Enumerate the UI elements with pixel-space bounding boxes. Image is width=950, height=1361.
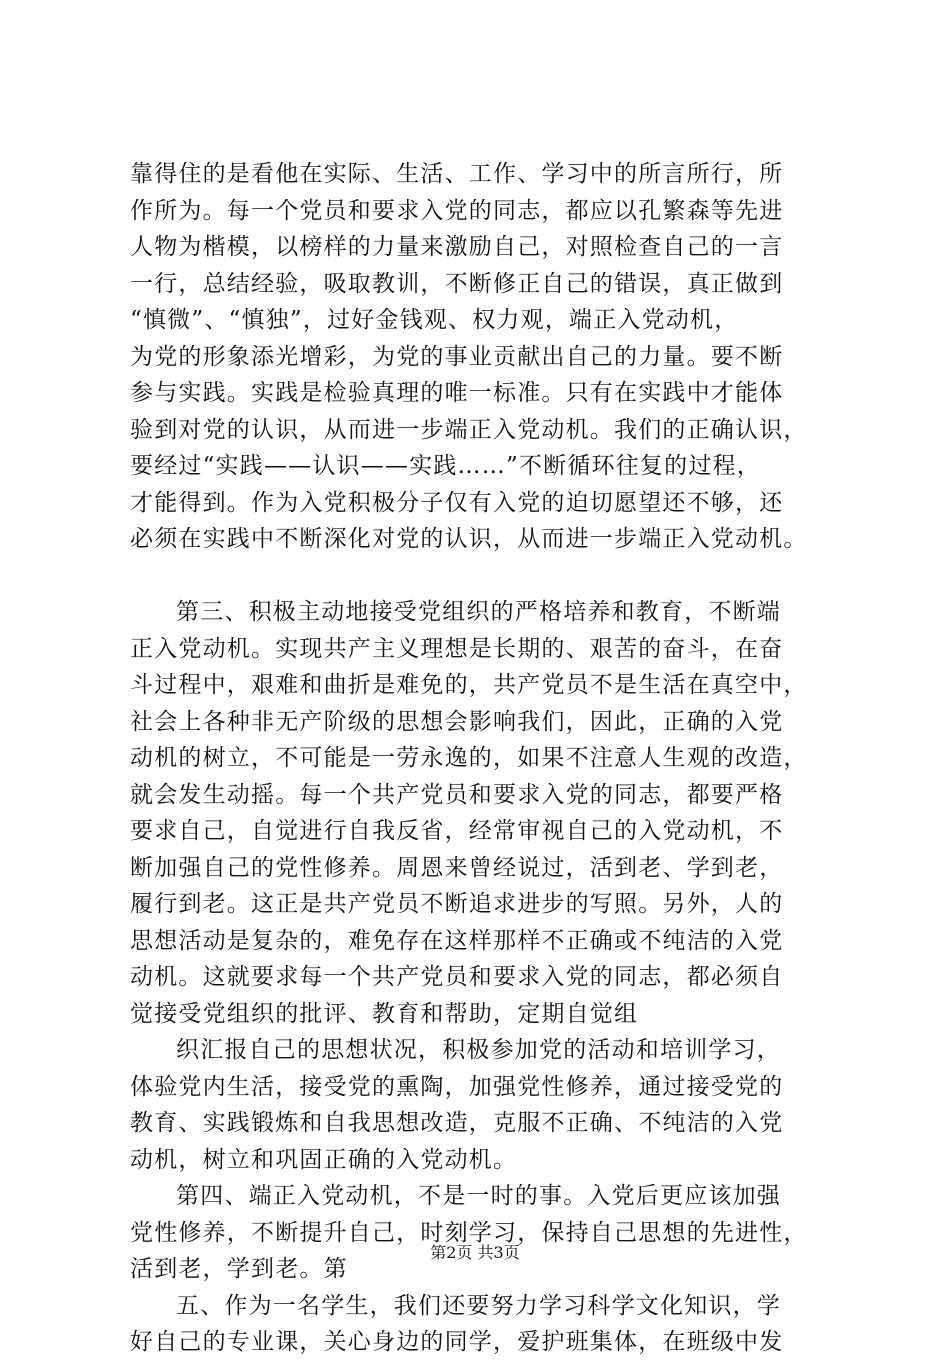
text-line: 必须在实践中不断深化对党的认识，从而进一步端正入党动机。 xyxy=(130,526,808,552)
text-line: 动机。这就要求每一个共产党员和要求入党的同志，都必须自 xyxy=(130,964,784,990)
text-line: 人物为楷模，以榜样的力量来激励自己，对照检查自己的一言 xyxy=(130,234,784,260)
text-line: 教育、实践锻炼和自我思想改造，克服不正确、不纯洁的入党 xyxy=(130,1110,784,1136)
text-line: 断加强自己的党性修养。周恩来曾经说过，活到老、学到老， xyxy=(130,854,784,881)
text-line: 社会上各种非无产阶级的思想会影响我们，因此，正确的入党 xyxy=(130,708,784,735)
text-line: 为党的形象添光增彩，为党的事业贡献出自己的力量。要不断 xyxy=(130,343,784,370)
text-line: 思想活动是复杂的，难免存在这样那样不正确或不纯洁的入党 xyxy=(130,927,784,954)
text-line: 要经过“实践——认识——实践……”不断循环往复的过程， xyxy=(130,453,761,479)
page-number-footer: 第2页 共3页 xyxy=(430,1243,520,1262)
text-line: 一行，总结经验，吸取教训，不断修正自己的错误，真正做到 xyxy=(130,270,784,297)
text-line: 动机的树立，不可能是一劳永逸的，如果不注意人生观的改造， xyxy=(130,745,808,771)
text-line: 党性修养，不断提升自己，时刻学习，保持自己思想的先进性， xyxy=(130,1219,808,1246)
text-line: 动机，树立和巩固正确的入党动机。 xyxy=(130,1146,518,1173)
body-text xyxy=(130,156,850,1361)
text-line: 验到对党的认识，从而进一步端正入党动机。我们的正确认识， xyxy=(130,416,808,443)
text-line: 靠得住的是看他在实际、生活、工作、学习中的所言所行，所 xyxy=(130,161,784,187)
text-line: 好自己的专业课，关心身边的同学，爱护班集体，在班级中发 xyxy=(130,1329,784,1355)
text-line: 觉接受党组织的批评、教育和帮助，定期自觉组 xyxy=(130,1000,639,1027)
text-line: 就会发生动摇。每一个共产党员和要求入党的同志，都要严格 xyxy=(130,781,784,808)
paragraph-gap xyxy=(130,558,850,595)
text-line: 体验党内生活，接受党的熏陶，加强党性修养，通过接受党的 xyxy=(130,1073,784,1100)
text-line: 活到老，学到老。第 xyxy=(130,1256,348,1282)
text-line: 才能得到。作为入党积极分子仅有入党的迫切愿望还不够，还 xyxy=(130,489,784,516)
text-line: 要求自己，自觉进行自我反省，经常审视自己的入党动机，不 xyxy=(130,818,784,844)
paragraph-start-line: 第四、端正入党动机，不是一时的事。入党后更应该加强 xyxy=(176,1183,781,1209)
text-line: “慎微”、“慎独”，过好金钱观、权力观，端正入党动机， xyxy=(130,307,739,333)
paragraph-start-line: 第三、积极主动地接受党组织的严格培养和教育，不断端 xyxy=(176,599,781,625)
paragraph-start-line: 织汇报自己的思想状况，积极参加党的活动和培训学习， xyxy=(176,1037,781,1063)
text-line: 参与实践。实践是检验真理的唯一标准。只有在实践中才能体 xyxy=(130,380,784,406)
text-line: 正入党动机。实现共产主义理想是长期的、艰苦的奋斗，在奋 xyxy=(130,635,784,662)
paragraph-start-line: 五、作为一名学生，我们还要努力学习科学文化知识，学 xyxy=(176,1292,781,1319)
text-line: 作所为。每一个党员和要求入党的同志，都应以孔繁森等先进 xyxy=(130,197,784,224)
text-line: 履行到老。这正是共产党员不断追求进步的写照。另外，人的 xyxy=(130,891,784,917)
text-line: 斗过程中，艰难和曲折是难免的，共产党员不是生活在真空中， xyxy=(130,672,808,698)
